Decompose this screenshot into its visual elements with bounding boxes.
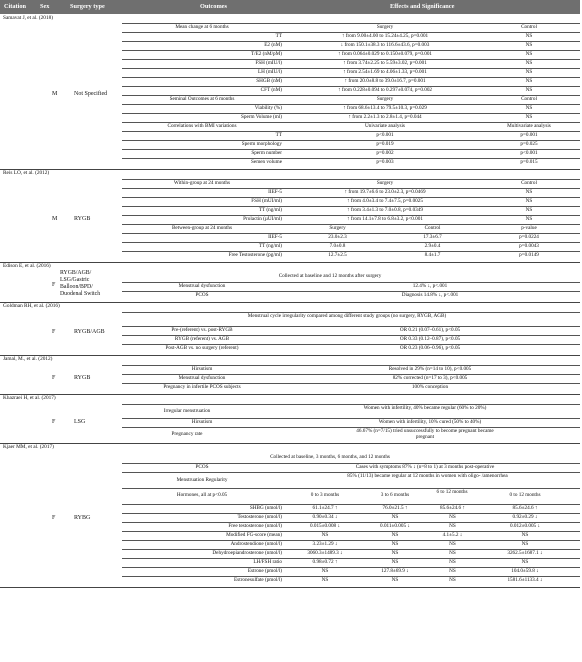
hormone-value: 0.92±0.29 ↓ <box>512 514 538 520</box>
study-separator <box>0 394 580 395</box>
hormone-value: 3060.3±1489.3 ↓ <box>307 550 343 556</box>
study-citation: Jamal, M., et al. (2012) <box>3 356 53 362</box>
study-separator <box>0 443 580 444</box>
effect-value: ↑ from 0.064±0.029 to 0.150±0.079, p=0.001 <box>337 51 433 57</box>
effect-value: ↑ from 20.0±8.8 to 39.0±16.7, p=0.001 <box>344 78 426 84</box>
header-outcomes: Outcomes <box>200 3 227 10</box>
hormone-value: NS <box>321 577 329 583</box>
study-sex: F <box>52 374 56 381</box>
effect-value: Surgery <box>376 180 394 186</box>
hormone-value: NS <box>321 532 329 538</box>
hormone-value: NS <box>391 514 399 520</box>
outcome-label: SHGB (nM) <box>256 78 282 84</box>
outcome-label: Menstruation Regularity <box>176 477 228 483</box>
effect-value: Surgery <box>376 96 394 102</box>
effect-value: ↑ from 68.6±13.4 to 79.5±10.3, p=0.029 <box>343 105 427 111</box>
outcome-label: TT (ng/ml) <box>258 207 282 213</box>
study-citation: Reis LO, et al. (2012) <box>3 170 50 176</box>
hormone-value: 3262.5±1687.1 ↓ <box>507 550 543 556</box>
header-effects: Effects and Significance <box>390 3 455 10</box>
control-value: Multivariate analysis <box>507 123 551 129</box>
outcome-label: Seminal Outcomes at 6 months <box>169 96 235 102</box>
hormone-value: NS <box>391 577 399 583</box>
hormone-value: NS <box>449 577 456 583</box>
hormone-label: Androstendione (nmol/l) <box>230 541 282 547</box>
outcome-label: TT <box>275 132 282 138</box>
effect-value: Diagnosis 14.8% ↓, p<.001 <box>401 292 459 298</box>
col-head: 0 to 12 months <box>509 492 541 498</box>
hormone-value: NS <box>391 559 399 565</box>
effect-value: ↑ from 19.7±6.6 to 23.0±2.3, p=0.0469 <box>344 189 426 195</box>
study-surgery-type: RYBG <box>74 515 91 521</box>
effect-value: Univariate analysis <box>365 123 405 129</box>
control-value: NS <box>525 51 533 57</box>
study-sex: F <box>52 282 56 288</box>
row-divider <box>122 488 580 489</box>
outcome-label: Mean change at 6 months <box>175 24 229 30</box>
effect-value: 2.9±0.4 <box>424 243 441 249</box>
effect-value: Women with infertility, 10% cured (50% to 40%) <box>378 419 482 425</box>
effect-value: OR 0.33 (0.12–0.87), p<0.05 <box>399 336 461 342</box>
study-surgery-type: LSG <box>74 418 86 425</box>
effect-value: ↑ from 14.1±7.8 to 6.8±3.2, p<0.001 <box>347 216 423 222</box>
control-value: p<0.001 <box>520 150 538 156</box>
hormone-value: 61.1±24.7 ↑ <box>312 505 338 511</box>
effect-value: ↑ from 2.2±1.3 to 2.8±1.4, p=0.044 <box>348 114 422 120</box>
control-value: NS <box>525 78 533 84</box>
hormone-value: NS <box>449 514 456 520</box>
effect-value: ↑ from 2.54±1.69 to 4.06±1.33, p=0.001 <box>343 69 427 75</box>
hormone-value: NS <box>521 559 529 565</box>
effect-value: ↑ from 4.0±3.4 to 7.4±7.5, p=0.0025 <box>347 198 423 204</box>
hormone-value: 127.8±69.9 ↓ <box>381 568 409 574</box>
header-citation: Citation <box>4 3 27 10</box>
effect-value: 85% (11/13) became regular at 12 months in women with oligo- /amenorrhea <box>347 473 508 479</box>
hormone-value: 4.1±5.2 ↓ <box>442 532 463 538</box>
outcome-label: RYGB (referent) vs. AGB <box>174 336 230 342</box>
hormone-value: NS <box>449 568 456 574</box>
col-head: 3 to 6 months <box>380 492 410 498</box>
study-surgery-type: RYGB/AGB/ LSG/Gastric Balloon/BPD/ Duodenal Switch <box>60 270 101 297</box>
control-value: p=0.0149 <box>519 252 539 258</box>
control-value: NS <box>525 198 533 204</box>
hormone-value: NS <box>449 523 456 529</box>
effect-value: OR 0.21 (0.07–0.61), p<0.05 <box>399 327 461 333</box>
control-value: NS <box>525 114 533 120</box>
outcome-label: Sperm morphology <box>241 141 282 147</box>
study-sex: F <box>52 328 56 335</box>
outcome-label: Pregnancy in infertile PCOS subjects <box>163 384 241 390</box>
outcome-label: Hormones, all at p<0.05 <box>176 492 228 498</box>
hormone-label: Estronesulfate (pmol/l) <box>234 577 282 583</box>
outcome-label: Within-group at 24 months <box>173 180 231 186</box>
effect-value: 7.0±0.8 <box>329 243 346 249</box>
outcome-label: TT <box>275 33 282 39</box>
outcome-label: Hirsutism <box>191 419 213 425</box>
control-value: NS <box>525 216 533 222</box>
hormone-value: NS <box>449 559 456 565</box>
effect-value: 23.0±2.3 <box>328 234 347 240</box>
table-header <box>0 0 580 14</box>
hormone-label: Modified FG-score (mean) <box>226 532 282 538</box>
outcome-label: FSH (mUI/ml) <box>251 198 282 204</box>
effect-value: p<0.001 <box>376 132 394 138</box>
effect-value: Surgery <box>376 24 394 30</box>
outcome-label: Correlations with BMI variations <box>167 123 237 129</box>
study-surgery-type: RYGB/AGB <box>74 328 105 335</box>
hormone-value: 0.90±0.34 ↓ <box>312 514 338 520</box>
header-sex: Sex <box>40 3 50 10</box>
effect-value: ↑ from 3.4±1.3 to 7.0±0.8, p=0.0349 <box>347 207 423 213</box>
outcome-label: TT (ng/ml) <box>258 243 282 249</box>
hormone-value: NS <box>391 532 399 538</box>
hormone-value: NS <box>521 532 529 538</box>
hormone-label: Testosterone (nmol/l) <box>237 514 282 520</box>
effect-value: Surgery <box>329 225 346 231</box>
control-value: NS <box>525 42 533 48</box>
outcome-label: Prolactin (µUI/ml) <box>243 216 282 222</box>
outcome-label: T/E2 (nM/pM) <box>251 51 282 57</box>
hormone-value: NS <box>391 541 399 547</box>
outcome-label: Between-group at 24 months <box>171 225 233 231</box>
outcome-label: Sperm number <box>251 150 282 156</box>
study-citation: Samavat J, et al. (2018) <box>3 15 54 21</box>
outcome-label: Pre-(referent) vs. post-RYGB <box>171 327 233 333</box>
effect-value: 46.67% (n=7/15) tried unsuccessfully to become pregnant became pregnant <box>356 428 494 440</box>
control-value: NS <box>525 105 533 111</box>
effect-value: p=0.003 <box>376 159 394 165</box>
effect-value: 8.4±1.7 <box>424 252 441 258</box>
col-head: 6 to 12 months <box>436 489 468 495</box>
outcome-label: Semen volume <box>251 159 282 165</box>
effect-value: 100% conception <box>411 384 449 390</box>
hormone-value: 0.015±0.008 ↓ <box>309 523 341 529</box>
study-citation: Kjaer MM, et al. (2017) <box>3 444 54 450</box>
study-separator <box>0 262 580 263</box>
effect-value: OR 0.23 (0.06–0.96), p<0.05 <box>399 345 461 351</box>
study-separator <box>0 587 580 588</box>
control-value: p=0.0043 <box>519 243 539 249</box>
study-separator <box>0 355 580 356</box>
outcome-label: IIEF-5 <box>268 234 282 240</box>
hormone-value: NS <box>391 550 399 556</box>
hormone-value: 104.0±59.8 ↓ <box>511 568 539 574</box>
hormone-value: 85.6±24.6 ↑ <box>512 505 538 511</box>
control-value: NS <box>525 69 533 75</box>
collected-note: Collected at baseline, 3 months, 6 months, and 12 months <box>270 454 390 460</box>
control-value: Control <box>521 24 537 30</box>
outcome-label: IIEF-5 <box>268 189 282 195</box>
study-surgery-type: Not Specified <box>74 91 108 97</box>
study-separator <box>0 302 580 303</box>
outcome-label: Free Testosterone (pg/ml) <box>228 252 282 258</box>
outcome-label: FSH (mIU/l) <box>255 60 282 66</box>
effect-value: ↑ from 0.228±0.094 to 0.297±0.074, p=0.002 <box>337 87 433 93</box>
study-sex: M <box>52 215 58 222</box>
col-head: 0 to 3 months <box>310 492 340 498</box>
control-value: NS <box>525 87 533 93</box>
study-citation: Khazraei H, et al. (2017) <box>3 395 56 401</box>
effect-value: 82% corrected (n=17 to 3), p<0.005 <box>392 375 468 381</box>
effect-value: 12.4% ↓, p<.001 <box>412 283 448 289</box>
hormone-value: 76.0±21.5 ↑ <box>382 505 408 511</box>
control-value: NS <box>525 60 533 66</box>
outcome-label: Hirsutism <box>191 366 213 372</box>
study-citation: Goldman RH, et al. (2016) <box>3 303 60 309</box>
study-sex: F <box>52 515 56 521</box>
effect-value: ↑ from 9.00±4.00 to 15.24±4.25, p=0.001 <box>341 33 429 39</box>
outcome-label: Menstrual dysfunction <box>178 375 226 381</box>
effect-value: Women with infertility, 40% became regular (60% to 20%) <box>363 405 487 411</box>
control-value: Control <box>521 180 537 186</box>
hormone-value: 1581.6±1133.4 ↓ <box>507 577 543 583</box>
effect-value: p=0.019 <box>376 141 394 147</box>
control-value: p=0.025 <box>520 141 538 147</box>
effect-value: Cases with symptoms 87% ↓ (n=8 to 1) at 3 months post-operative <box>355 464 495 470</box>
hormone-value: NS <box>449 541 456 547</box>
hormone-label: SHBG (nmol/l) <box>249 505 282 511</box>
hormone-value: NS <box>449 550 456 556</box>
outcome-label: Viability (%) <box>254 105 282 111</box>
outcome-label: Menstrual cycle irregularity compared among different study groups (no surgery, RYGB, AGB) <box>247 313 447 319</box>
hormone-value: 0.98±0.72 ↑ <box>312 559 338 565</box>
hormone-value: NS <box>321 568 329 574</box>
outcome-label: Irregular menstruation <box>163 408 211 414</box>
control-value: Control <box>521 96 537 102</box>
control-value: p=0.0224 <box>519 234 539 240</box>
hormone-value: 3.23±1.29 ↓ <box>312 541 338 547</box>
control-value: NS <box>525 207 533 213</box>
control-value: p=0.001 <box>520 132 538 138</box>
effect-value: Control <box>424 225 441 231</box>
study-surgery-type: RYGB <box>74 215 91 222</box>
study-sex: F <box>52 418 56 425</box>
outcome-label: E2 (nM) <box>264 42 282 48</box>
effect-value: p=0.002 <box>376 150 394 156</box>
effect-value: Resolved in 29% (n=14 to 10), p<0.005 <box>388 366 472 372</box>
control-value: p=0.015 <box>520 159 538 165</box>
hormone-value: NS <box>521 541 529 547</box>
hormone-label: Dehydroepiandrosterone (nmol/l) <box>212 550 282 556</box>
header-surgery-type: Surgery type <box>70 3 105 10</box>
study-sex: M <box>52 91 58 97</box>
effect-value: ↓ from 150.1±38.3 to 116.6±43.6, p=0.003 <box>340 42 430 48</box>
control-value: NS <box>525 33 533 39</box>
hormone-label: Free testosterone (nmol/l) <box>228 523 282 529</box>
outcome-label: Post-AGB vs. no surgery (referent) <box>165 345 239 351</box>
outcome-label: Pregnancy rate <box>171 431 203 437</box>
study-separator <box>0 169 580 170</box>
effect-value: 12.7±2.5 <box>328 252 347 258</box>
outcome-label: Sperm Volume (ml) <box>240 114 282 120</box>
control-value: p-value <box>521 225 537 231</box>
hormone-label: LH/FSH ratio <box>253 559 282 565</box>
outcome-label: Menstrual dysfunction <box>178 283 226 289</box>
collected-note: Collected at baseline and 12 months after surgery <box>278 273 382 279</box>
outcome-label: PCOS <box>195 292 209 298</box>
effect-value: 17.3±6.7 <box>423 234 442 240</box>
outcome-label: PCOS <box>195 464 209 470</box>
control-value: NS <box>525 189 533 195</box>
study-citation: Edison E, et al. (2016) <box>3 263 51 269</box>
hormone-value: 85.6±24.6 ↑ <box>440 505 465 511</box>
outcome-label: CFT (nM) <box>260 87 282 93</box>
hormone-value: 0.012±0.005 ↓ <box>509 523 541 529</box>
study-surgery-type: RYGB <box>74 374 91 381</box>
hormone-label: Estrone (pmol/l) <box>247 568 282 574</box>
effect-value: ↑ from 3.74±2.25 to 5.59±3.02, p=0.001 <box>343 60 427 66</box>
hormone-value: 0.011±0.005 ↓ <box>380 523 410 529</box>
outcome-label: LH (mIU/l) <box>257 69 282 75</box>
